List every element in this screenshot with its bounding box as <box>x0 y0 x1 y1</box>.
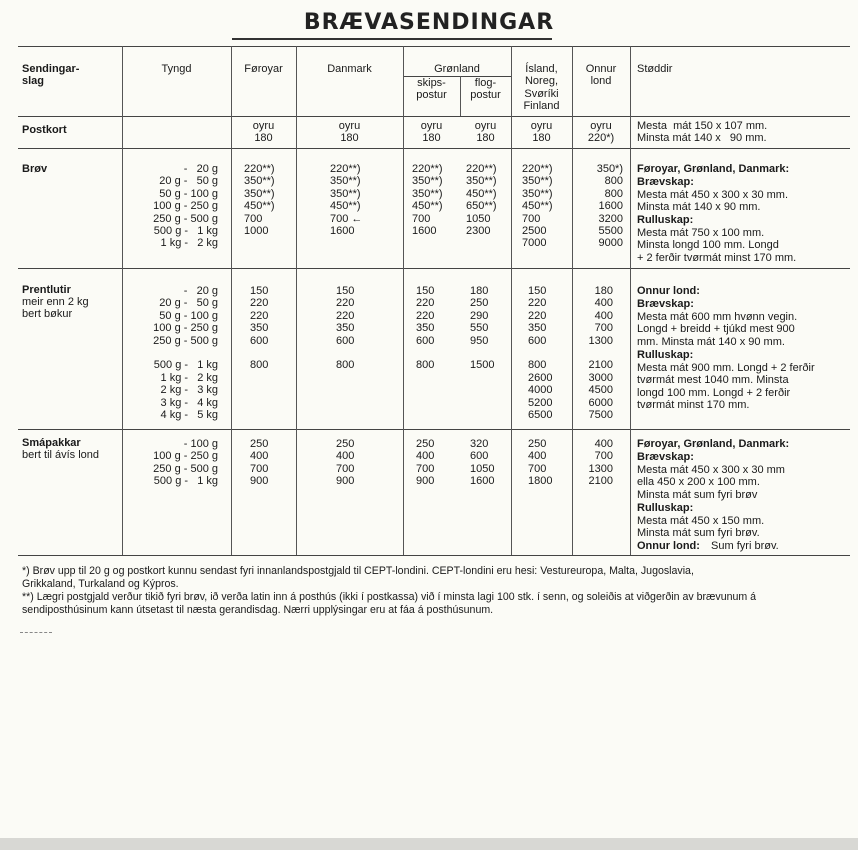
postkort-danmark: oyru 180 <box>338 120 361 145</box>
header-danmark: Danmark <box>327 63 372 75</box>
prentlutir-danmark: 150 220 220 350 600 800 <box>336 285 355 372</box>
prentlutir-stoddir-braevskap: Brævskap: <box>637 298 694 310</box>
footnote-double-star: **) Lægri postgjald verður tikið fyri brøv, ið verða latin inn á posthús (ikki í postkassa) við í minsta lagi 100 stk. í senn, og soleiðis at viðgerðin av brævunum á sendiposthúsinum kann útsetast til næsta gerandisdag. Nærri upplýsingar eru at fáa á posthúsunum. <box>22 591 757 616</box>
page-title: BRÆVASENDINGAR <box>303 10 555 35</box>
row-label-prentlutir: Prentlutir <box>22 284 71 296</box>
smapakkar-stoddir-braevskap: Brævskap: <box>637 451 694 463</box>
prentlutir-bottom-rule <box>18 429 850 430</box>
brov-foroyar: 220**) 350**) 350**) 450**) 700 1000 <box>244 163 275 238</box>
postkort-foroyar: oyru 180 <box>252 120 275 145</box>
smapakkar-stoddir-rulluskap: Rulluskap: <box>637 502 694 514</box>
row-label-smapakkar: Smápakkar <box>22 437 81 449</box>
postkort-stoddir: Mesta mát 150 x 107 mm. Minsta mát 140 x 90 mm. <box>637 120 768 145</box>
prentlutir-stoddir-heading: Onnur lond: <box>637 285 700 297</box>
prentlutir-stoddir-rulluskap: Rulluskap: <box>637 349 694 361</box>
prentlutir-island: 150 220 220 350 600 800 2600 4000 5200 6500 <box>528 285 553 422</box>
brov-danmark: 220**) 350**) 350**) 450**) 700 ← 1600 <box>330 163 363 238</box>
prentlutir-sublabel: meir enn 2 kg bert bøkur <box>22 296 89 321</box>
smapakkar-tyngd: - 100 g 100 g - 250 g 250 g - 500 g 500 g - 1 kg <box>153 438 218 488</box>
brov-skipspostur: 220**) 350**) 350**) 450**) 700 1600 <box>412 163 443 238</box>
header-island: Ísland, Noreg, Svøríki Finland <box>523 63 560 113</box>
header-flogpostur: flog- postur <box>470 77 501 102</box>
brov-island: 220**) 350**) 350**) 450**) 700 2500 7000 <box>522 163 553 250</box>
smapakkar-onnur-lond: 400 700 1300 2100 <box>588 438 613 488</box>
smapakkar-stoddir-braevskap-text: Mesta mát 450 x 300 x 30 mm ella 450 x 200 x 100 mm. Minsta mát sum fyri brøv <box>637 464 785 501</box>
prentlutir-flogpostur: 180 250 290 550 950 1500 <box>470 285 495 372</box>
smapakkar-danmark: 250 400 700 900 <box>336 438 355 488</box>
table-bottom-rule <box>18 555 850 556</box>
smapakkar-stoddir-heading: Føroyar, Grønland, Danmark: <box>637 438 790 450</box>
table-top-rule <box>18 46 850 47</box>
prentlutir-foroyar: 150 220 220 350 600 800 <box>250 285 269 372</box>
prentlutir-onnur-lond: 180 400 400 700 1300 2100 3000 4500 6000 7500 <box>588 285 613 422</box>
brov-flogpostur: 220**) 350**) 450**) 650**) 1050 2300 <box>466 163 497 238</box>
brov-stoddir-braevskap-text: Mesta mát 450 x 300 x 30 mm. Minsta mát 140 x 90 mm. <box>637 189 789 214</box>
smapakkar-foroyar: 250 400 700 900 <box>250 438 269 488</box>
smapakkar-flogpostur: 320 600 1050 1600 <box>470 438 495 488</box>
header-skipspostur: skips- postur <box>416 77 447 102</box>
footnote-single-star: *) Brøv upp til 20 g og postkort kunnu sendast fyri innanlandspostgjald til CEPT-londini. CEPT-londini eru hesi: Vestureuropa, Malta, Jugoslavia, Grikkaland, Turkaland og Kýpros. <box>22 565 694 590</box>
title-underline <box>232 38 552 40</box>
brov-onnur-lond: 350*) 800 800 1600 3200 5500 9000 <box>596 163 623 250</box>
postkort-island: oyru 180 <box>530 120 553 145</box>
brov-stoddir-rulluskap: Rulluskap: <box>637 214 694 226</box>
postkort-bottom-rule <box>18 148 850 149</box>
smapakkar-stoddir-onnur-lond: Onnur lond: <box>637 540 700 552</box>
brov-stoddir-braevskap: Brævskap: <box>637 176 694 188</box>
header-foroyar: Føroyar <box>244 63 283 75</box>
brov-tyngd: - 20 g 20 g - 50 g 50 g - 100 g 100 g - 250 g 250 g - 500 g 500 g - 1 kg 1 kg - 2 kg <box>153 163 218 250</box>
postkort-flogpostur: oyru 180 <box>474 120 497 145</box>
postkort-onnur-lond: oyru 220*) <box>587 120 615 145</box>
prentlutir-tyngd: - 20 g 20 g - 50 g 50 g - 100 g 100 g - 250 g 250 g - 500 g 500 g - 1 kg 1 kg - 2 kg 2 kg - 3 kg 3 kg - 4 kg 4 kg - 5 kg <box>153 285 218 422</box>
smapakkar-stoddir-rulluskap-text: Mesta mát 450 x 150 mm. Minsta mát sum fyri brøv. <box>637 515 765 540</box>
column-divider <box>122 46 123 555</box>
header-onnur-lond: Onnur lond <box>585 63 617 88</box>
row-label-postkort: Postkort <box>22 124 67 136</box>
postkort-skipspostur: oyru 180 <box>420 120 443 145</box>
brov-stoddir-heading: Føroyar, Grønland, Danmark: <box>637 163 790 175</box>
smapakkar-skipspostur: 250 400 700 900 <box>416 438 435 488</box>
scan-mark <box>20 632 52 633</box>
smapakkar-stoddir-onnur-lond-text: Sum fyri brøv. <box>708 540 779 552</box>
brov-stoddir-rulluskap-text: Mesta mát 750 x 100 mm. Minsta longd 100 mm. Longd + 2 ferðir tvørmát minst 170 mm. <box>637 227 797 264</box>
header-gronland: Grønland <box>434 63 480 75</box>
header-stoddir: Støddir <box>637 63 673 75</box>
row-label-brov: Brøv <box>22 163 48 175</box>
column-divider <box>630 46 631 555</box>
prentlutir-skipspostur: 150 220 220 350 600 800 <box>416 285 435 372</box>
prentlutir-stoddir-braevskap-text: Mesta mát 600 mm hvønn vegin. Longd + breidd + tjúkd mest 900 mm. Minsta mát 140 x 90 mm. <box>637 311 798 348</box>
smapakkar-sublabel: bert til ávís lond <box>22 449 100 461</box>
header-tyngd: Tyngd <box>161 63 192 75</box>
prentlutir-stoddir-rulluskap-text: Mesta mát 900 mm. Longd + 2 ferðir tvørmát mest 1040 mm. Minsta longd 100 mm. Longd + 2 ferðir tvørmát minst 170 mm. <box>637 362 815 412</box>
brov-bottom-rule <box>18 268 850 269</box>
header-sendingarslag: Sendingar- slag <box>22 63 80 88</box>
smapakkar-island: 250 400 700 1800 <box>528 438 553 488</box>
header-bottom-rule <box>18 116 850 117</box>
